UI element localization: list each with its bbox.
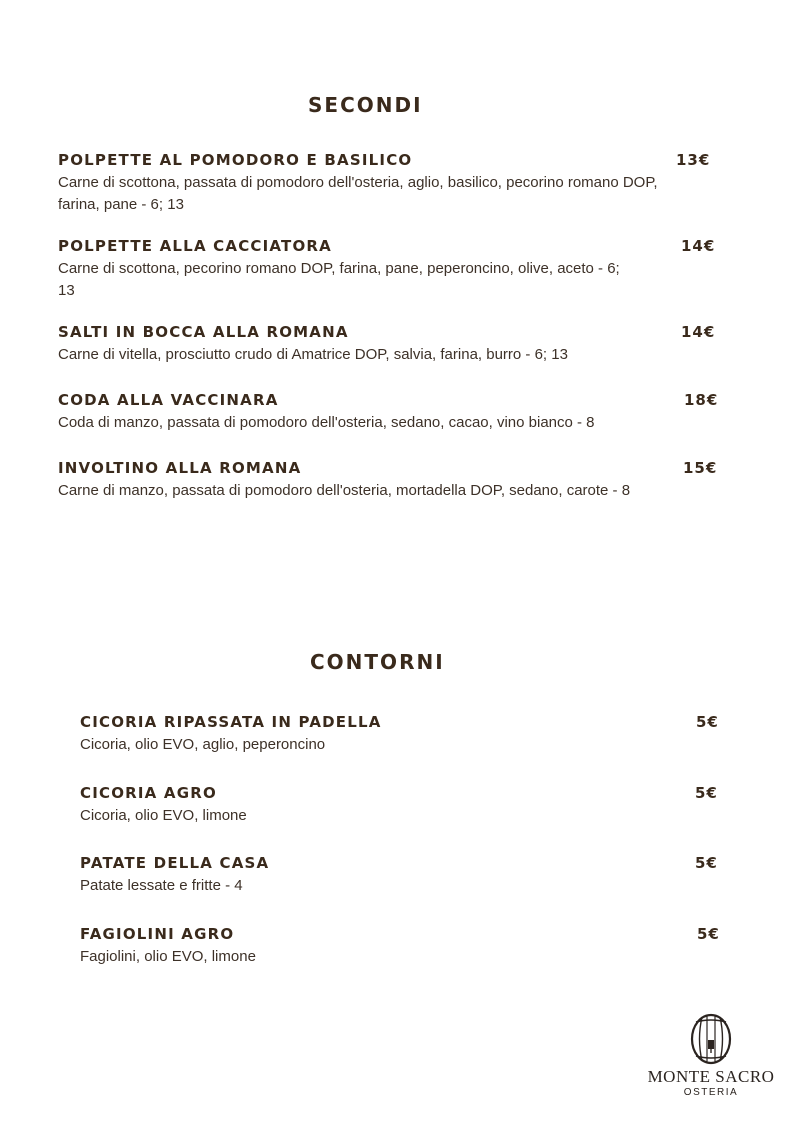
menu-item: [80, 713, 740, 756]
item-description: Cicoria, olio EVO, aglio, peperoncino: [80, 736, 326, 753]
item-price: 14€: [681, 323, 716, 341]
item-price: 18€: [684, 391, 719, 409]
item-name: SALTI IN BOCCA ALLA ROMANA: [58, 323, 349, 341]
menu-item: [80, 854, 740, 897]
item-price: 15€: [683, 459, 718, 477]
item-price: 5€: [695, 784, 718, 802]
item-name: PATATE DELLA CASA: [80, 854, 270, 872]
item-name: CODA ALLA VACCINARA: [58, 391, 279, 409]
item-name: POLPETTE ALLA CACCIATORA: [58, 237, 332, 255]
item-price: 5€: [695, 854, 718, 872]
item-price: 14€: [681, 237, 716, 255]
menu-item: [58, 391, 738, 434]
item-name: CICORIA RIPASSATA IN PADELLA: [80, 713, 382, 731]
item-description: Carne di vitella, prosciutto crudo di Amatrice DOP, salvia, farina, burro - 6; 13: [58, 346, 568, 363]
item-description: Carne di scottona, pecorino romano DOP, farina, pane, peperoncino, olive, aceto - 6; 13: [58, 260, 620, 299]
item-description: Carne di manzo, passata di pomodoro dell'osteria, mortadella DOP, sedano, carote - 8: [58, 482, 631, 499]
secondi-title: SECONDI: [308, 93, 423, 117]
item-price: 5€: [696, 713, 719, 731]
menu-item: [80, 925, 740, 968]
menu-item: [58, 151, 738, 216]
item-name: FAGIOLINI AGRO: [80, 925, 235, 943]
item-price: 13€: [676, 151, 711, 169]
item-name: CICORIA AGRO: [80, 784, 217, 802]
menu-item: [58, 459, 738, 502]
barrel-icon: [688, 1013, 734, 1065]
item-name: INVOLTINO ALLA ROMANA: [58, 459, 302, 477]
osteria-logo: [640, 1013, 782, 1098]
item-name: POLPETTE AL POMODORO E BASILICO: [58, 151, 413, 169]
menu-item: [58, 237, 738, 302]
menu-item: [58, 323, 738, 366]
item-description: Cicoria, olio EVO, limone: [80, 807, 247, 824]
item-description: Fagiolini, olio EVO, limone: [80, 948, 256, 965]
menu-item: [80, 784, 740, 827]
item-description: Patate lessate e fritte - 4: [80, 877, 243, 894]
item-description: Coda di manzo, passata di pomodoro dell'osteria, sedano, cacao, vino bianco - 8: [58, 414, 595, 431]
logo-subtitle: OSTERIA: [683, 1087, 739, 1098]
item-description: Carne di scottona, passata di pomodoro dell'osteria, aglio, basilico, pecorino romano DOP, farina, pane - 6; 13: [58, 174, 658, 213]
contorni-title: CONTORNI: [310, 650, 445, 674]
logo-name: MONTE SACRO: [647, 1067, 775, 1086]
item-price: 5€: [697, 925, 720, 943]
